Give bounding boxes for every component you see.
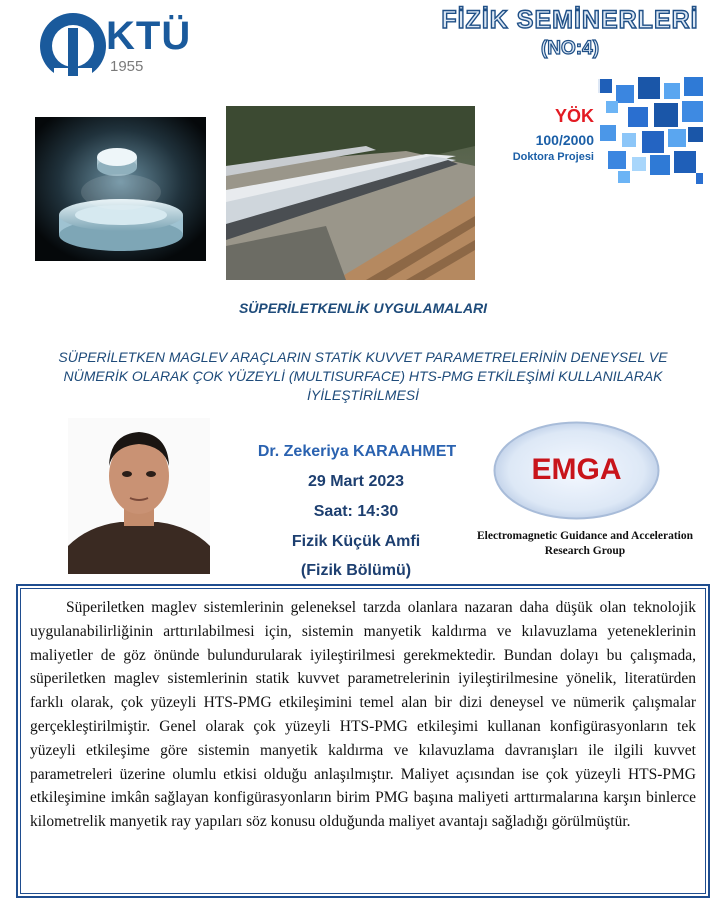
speaker-photo (68, 418, 210, 574)
logo-name: KTÜ (106, 14, 192, 58)
seminar-number: (NO:4) (540, 38, 600, 59)
seminar-title: FİZİK SEMİNERLERİ (441, 6, 699, 34)
yok-label: YÖK (554, 106, 594, 126)
speaker-name: Dr. Zekeriya KARAAHMET (257, 443, 457, 460)
event-venue: Fizik Küçük Amfi (291, 533, 421, 550)
abstract-box (16, 584, 710, 898)
levitation-image (35, 117, 206, 261)
yok-badge-graphic (488, 77, 703, 184)
emga-full-name: Electromagnetic Guidance and Acceleration Research Group (476, 530, 694, 557)
event-date: 29 Mart 2023 (307, 473, 405, 490)
talk-title: SÜPERİLETKEN MAGLEV ARAÇLARIN STATİK KUVVET PARAMETRELERİNİN DENEYSEL VE NÜMERİK OLARAK ÇOK YÜZEYLİ (MULTISURFACE) HTS-PMG ETKİLEŞİMİ KULLANILARAK İYİLEŞTİRİLMESİ (58, 349, 668, 403)
logo-year: 1955 (110, 58, 144, 75)
yok-program: 100/2000 (535, 132, 594, 148)
event-time: Saat: 14:30 (313, 503, 399, 520)
abstract-text: Süperiletken maglev sistemlerinin geleneksel tarzda olanlara nazaran daha düşük olan teknolojik uygulanabilirliğinin arttırılabilmesi için, sistemin manyetik kaldırma ve kılavuzlama yeteneklerinin maliyetler de göz önünde bulundurularak iyileştirilmesi gerekmektedir. Bundan dolayı bu çalışmada, süperiletken maglev sistemlerinin statik kuvvet parametrelerinin iyileştirilmesine yönelik, literatürden farklı olarak, çok yüzeyli HTS-PMG etkileşimini temel alan bir dizi deneysel ve nümerik çalışmalar gerçekleştirilmiştir. Genel olarak çok yüzeyli HTS-PMG etkileşimi kullanan konfigürasyonların tek yüzeyli etkileşime göre sistemin manyetik kaldırma ve kılavuzlama davranışları ile ilgili kuvvet parametreleri üzerine olumlu etkisi olduğu anlaşılmıştır. Maliyet açısından ise çok yüzeyli HTS-PMG etkileşimine imkân sağlayan konfigürasyonların birim PMG başına maliyeti arttırmalarına karşın binlerce kilometrelik manyetik ray yapıları söz konusu olduğunda maliyet avantajı sağladığı görülmüştür. (30, 599, 696, 831)
event-department: (Fizik Bölümü) (300, 562, 412, 579)
emga-acronym: EMGA (531, 453, 622, 486)
yok-subtitle: Doktora Projesi (512, 151, 594, 163)
maglev-train-image (226, 106, 475, 280)
section-title: SÜPERİLETKENLİK UYGULAMALARI (238, 300, 488, 316)
